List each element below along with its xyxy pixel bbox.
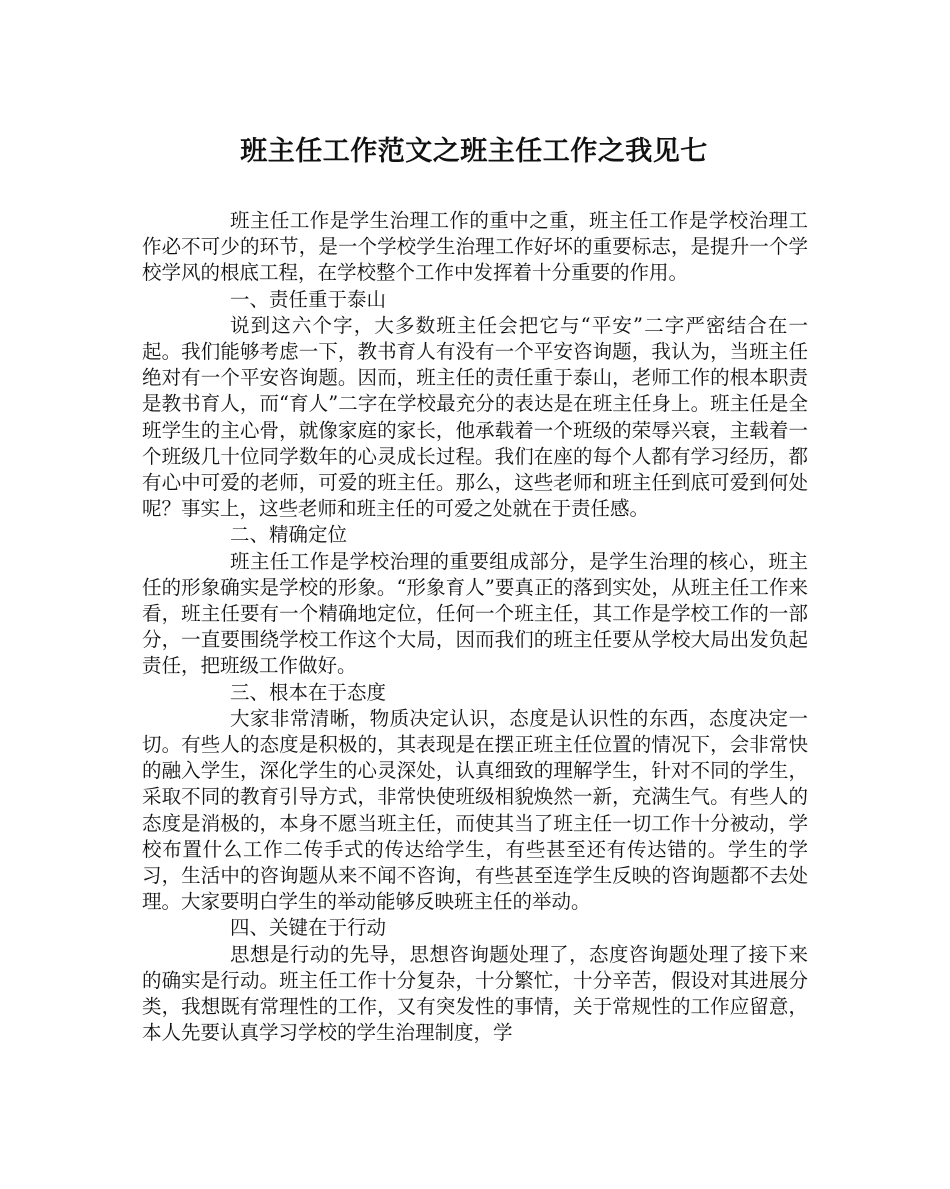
paragraph-attitude: 大家非常清晰，物质决定认识，态度是认识性的东西，态度决定一切。有些人的态度是积极的，其表现是在摆正班主任位置的情况下，会非常快的融入学生，深化学生的心灵深处，认真细致的理解学生，针对不同的学生，采取不同的教育引导方式，非常快使班级相貌焕然一新，充满生气。有些人的态度是消极的，本身不愿当班主任，而使其当了班主任一切工作十分被动，学校布置什么工作二传手式的传达给学生，有些甚至还有传达错的。学生的学习，生活中的咨询题从来不闻不咨询，有些甚至连学生反映的咨询题都不去处理。大家要明白学生的举动能够反映班主任的举动。 <box>142 706 808 914</box>
section-heading-2: 二、精确定位 <box>230 523 348 547</box>
section-heading-1: 一、责任重于泰山 <box>230 287 387 311</box>
paragraph-action: 思想是行动的先导，思想咨询题处理了，态度咨询题处理了接下来的确实是行动。班主任工作十分复杂，十分繁忙，十分辛苦，假设对其进展分类，我想既有常理性的工作，又有突发性的事情，关于常规性的工作应留意，本人先要认真学习学校的学生治理制度，学 <box>142 942 808 1045</box>
section-heading-4: 四、关键在于行动 <box>230 916 387 940</box>
document-title: 班主任工作范文之班主任工作之我见七 <box>240 136 708 167</box>
paragraph-intro: 班主任工作是学生治理工作的重中之重，班主任工作是学校治理工作必不可少的环节，是一个学校学生治理工作好坏的重要标志，是提升一个学校学风的根底工程，在学校整个工作中发挥着十分重要的作用。 <box>142 209 808 285</box>
paragraph-positioning: 班主任工作是学校治理的重要组成部分，是学生治理的核心，班主任的形象确实是学校的形象。“形象育人”要真正的落到实处，从班主任工作来看，班主任要有一个精确地定位，任何一个班主任，其工作是学校工作的一部分，一直要围绕学校工作这个大局，因而我们的班主任要从学校大局出发负起责任，把班级工作做好。 <box>142 549 808 678</box>
section-heading-3: 三、根本在于态度 <box>230 680 387 704</box>
paragraph-responsibility: 说到这六个字，大多数班主任会把它与“平安”二字严密结合在一起。我们能够考虑一下，教书育人有没有一个平安咨询题，我认为，当班主任绝对有一个平安咨询题。因而，班主任的责任重于泰山，老师工作的根本职责是教书育人，而“育人”二字在学校最充分的表达是在班主任身上。班主任是全班学生的主心骨，就像家庭的家长，他承载着一个班级的荣辱兴衰，主载着一个班级几十位同学数年的心灵成长过程。我们在座的每个人都有学习经历，都有心中可爱的老师，可爱的班主任。那么，这些老师和班主任到底可爱到何处呢？事实上，这些老师和班主任的可爱之处就在于责任感。 <box>142 313 808 521</box>
document-body <box>142 208 808 1047</box>
